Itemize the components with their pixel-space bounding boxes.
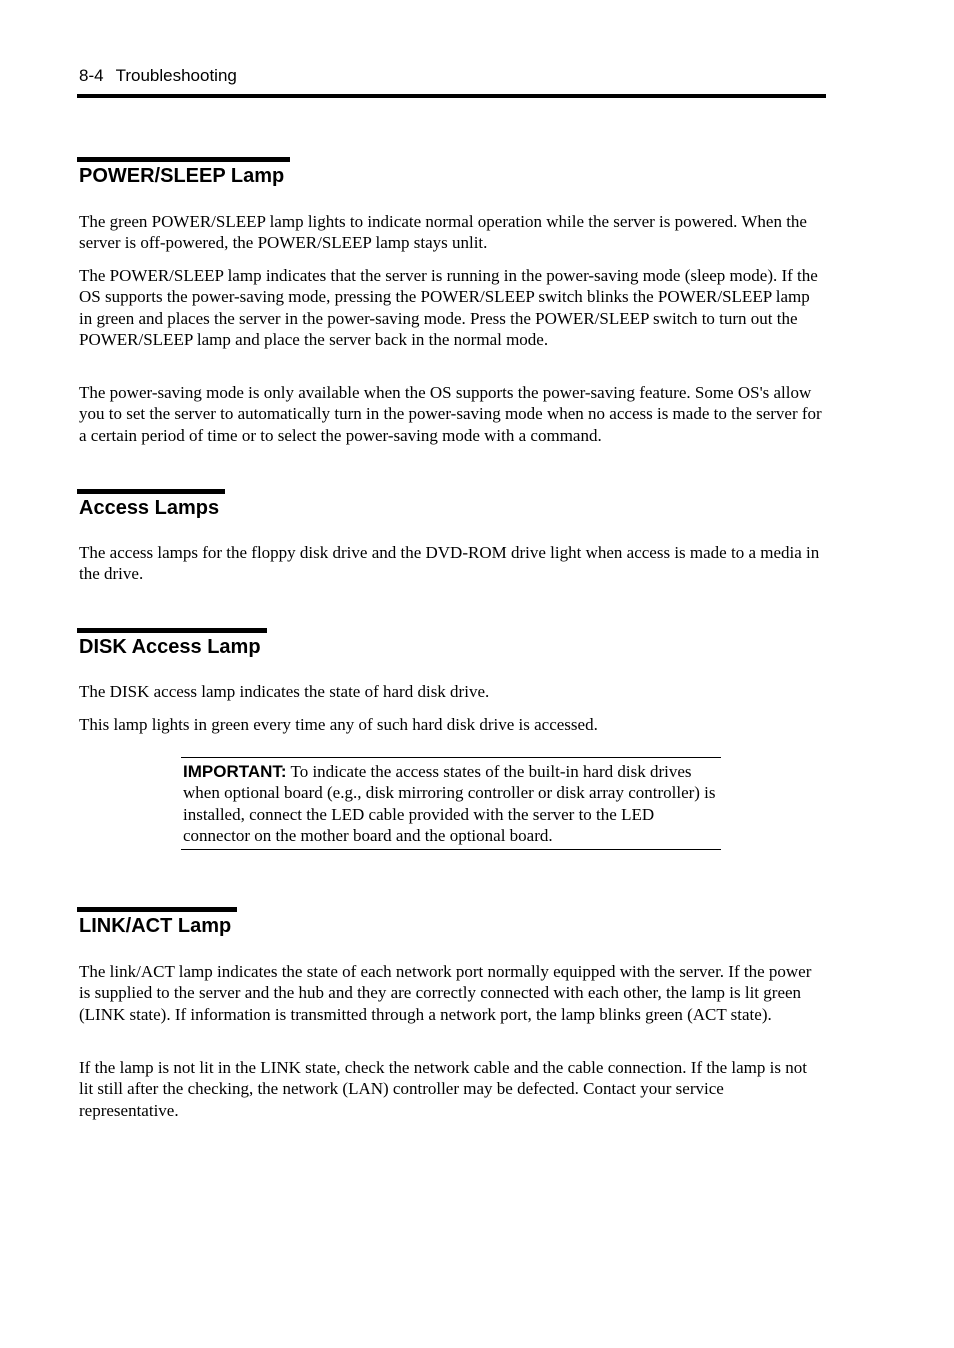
paragraph: The power-saving mode is only available when the OS supports the power-saving feature. Some OS's allow you to set the server to automatically turn in the power-saving mode when no access is made to the server for a certain period of time or to select the power-saving mode with a command.: [79, 383, 822, 445]
section-title-power-sleep-lamp: POWER/SLEEP Lamp: [77, 157, 290, 188]
note-label: IMPORTANT:: [183, 762, 287, 781]
paragraph: If the lamp is not lit in the LINK state, check the network cable and the cable connection. If the lamp is not lit still after the checking, the network (LAN) controller may be defected. Contact your service representative.: [79, 1058, 807, 1120]
section-title-disk-access-lamp: DISK Access Lamp: [77, 628, 267, 659]
paragraph: The link/ACT lamp indicates the state of each network port normally equipped with the server. If the power is supplied to the server and the hub and they are correctly connected with each other, the lamp is lit green (LINK state). If information is transmitted through a network port, the lamp blinks green (ACT state).: [79, 962, 812, 1024]
running-header: [79, 66, 237, 86]
paragraph: The POWER/SLEEP lamp indicates that the server is running in the power-saving mode (sleep mode). If the OS supports the power-saving mode, pressing the POWER/SLEEP switch blinks the POWER/SLEEP lamp in green and places the server in the power-saving mode. Press the POWER/SLEEP switch to turn out the POWER/SLEEP lamp and place the server back in the normal mode.: [79, 266, 818, 350]
paragraph: This lamp lights in green every time any of such hard disk drive is accessed.: [79, 715, 598, 734]
section-title-access-lamps: Access Lamps: [77, 489, 225, 520]
note-text: To indicate the access states of the built-in hard disk drives when optional board (e.g., disk mirroring controller or disk array controller) is installed, connect the LED cable provided with the server to the LED connector on the mother board and the optional board.: [183, 762, 716, 846]
paragraph: The green POWER/SLEEP lamp lights to indicate normal operation while the server is powered. When the server is off-powered, the POWER/SLEEP lamp stays unlit.: [79, 212, 807, 253]
header-rule: [77, 94, 826, 98]
section-title-link-act-lamp: LINK/ACT Lamp: [77, 907, 237, 938]
chapter-title: Troubleshooting: [115, 66, 237, 85]
paragraph: The DISK access lamp indicates the state of hard disk drive.: [79, 682, 490, 701]
page-number: 8-4: [79, 66, 104, 85]
important-note: [181, 757, 721, 850]
paragraph: The access lamps for the floppy disk drive and the DVD-ROM drive light when access is made to a media in the drive.: [79, 543, 820, 584]
